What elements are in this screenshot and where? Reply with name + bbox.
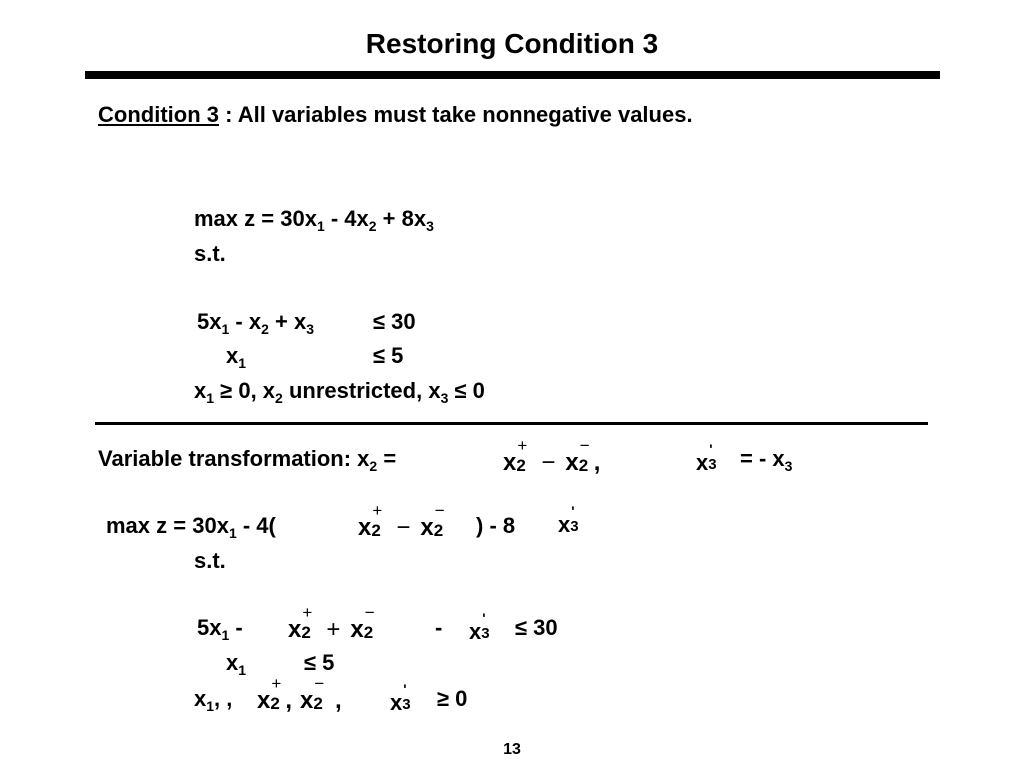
original-constraint-1 — [197, 309, 314, 337]
x2-split — [503, 436, 601, 476]
x2-plus — [371, 501, 386, 540]
obj-text: - 4x — [324, 206, 369, 231]
x2-minus — [433, 501, 449, 540]
condition-label: Condition 3 — [98, 102, 219, 127]
transformed-objective — [106, 513, 276, 541]
plus-superscript: + — [271, 674, 282, 693]
constraint-text: x — [226, 650, 239, 675]
obj-text: max z = 30x — [194, 206, 317, 231]
subscript: 3 — [306, 321, 314, 337]
x2-minus — [578, 436, 594, 475]
transformed-sign-start — [194, 686, 233, 714]
transformed-obj-tail: ) - 8 — [476, 513, 516, 538]
x3-prime — [402, 681, 414, 713]
transformation-text: Variable transformation: x — [98, 446, 370, 471]
transformation-text: = — [377, 446, 397, 471]
subscript: 3 — [708, 456, 717, 473]
subscript: 2 — [313, 694, 323, 713]
sign-text: ≥ 0, x — [214, 378, 276, 403]
constraint-text: 5x — [197, 615, 222, 640]
var-x: x — [358, 514, 372, 541]
obj-text: max z = 30x — [106, 513, 229, 538]
page-number: 13 — [503, 741, 521, 758]
sign-text: unrestricted, x — [282, 378, 441, 403]
x2-plus — [516, 436, 531, 475]
transformed-constraint-1 — [197, 615, 243, 643]
constraint-text: x — [226, 343, 239, 368]
original-constraint-2 — [226, 343, 247, 371]
subscript: 1 — [206, 698, 215, 714]
subscript: 3 — [481, 625, 490, 642]
subscript: 2 — [368, 218, 377, 234]
subscript: 2 — [578, 456, 589, 475]
x2-minus — [363, 603, 379, 642]
plus-superscript: + — [517, 436, 528, 455]
transformed-constraint-2 — [226, 650, 247, 678]
subscript: 3 — [784, 458, 793, 474]
minus-operator: − — [541, 449, 556, 476]
x3-prime — [570, 503, 582, 535]
transformation-text: = - x — [740, 446, 785, 471]
subscript: 1 — [206, 390, 215, 406]
x2-minus — [313, 674, 328, 713]
obj-text: + 8x — [376, 206, 427, 231]
subscript: 2 — [433, 521, 444, 540]
prime-mark: ' — [571, 503, 575, 519]
var-x: x — [503, 449, 517, 476]
var-x: x — [420, 514, 434, 541]
subscript: 2 — [369, 458, 378, 474]
transformed-obj-x3prime — [558, 503, 582, 537]
transformed-c1-minus: - — [435, 615, 443, 640]
sign-text: ≤ 0 — [448, 378, 485, 403]
title-divider — [85, 71, 940, 79]
comma: , — [593, 449, 601, 476]
x3-prime-definition — [696, 441, 720, 475]
subscript: 1 — [316, 218, 325, 234]
x3-prime — [481, 610, 493, 642]
condition-text: : All variables must take nonnegative values. — [218, 102, 693, 127]
transformed-obj-split — [358, 501, 449, 541]
transformed-c1-rhs: ≤ 30 — [515, 615, 558, 640]
sign-text: x — [194, 686, 207, 711]
x2-plus — [270, 674, 285, 713]
comma: , — [285, 687, 293, 714]
constraint-text: 5x — [197, 309, 222, 334]
subscript: 3 — [440, 390, 449, 406]
subscript: 1 — [221, 321, 230, 337]
var-x: x — [469, 619, 482, 644]
transformed-constraint-2-rhs: ≤ 5 — [304, 650, 335, 675]
slide-title: Restoring Condition 3 — [365, 28, 659, 59]
transformed-st: s.t. — [194, 548, 226, 573]
sign-text: , , — [214, 686, 233, 711]
prime-mark: ' — [482, 610, 486, 626]
subscript: 2 — [275, 390, 283, 406]
var-x: x — [558, 512, 571, 537]
original-st: s.t. — [194, 241, 226, 266]
var-x: x — [696, 450, 709, 475]
subscript: 3 — [570, 518, 579, 535]
subscript: 1 — [238, 662, 247, 678]
subscript: 2 — [270, 694, 280, 713]
var-x: x — [565, 449, 579, 476]
subscript: 2 — [261, 321, 269, 337]
transformation-label — [98, 446, 397, 474]
var-x: x — [390, 690, 403, 715]
constraint-text: + x — [268, 309, 307, 334]
subscript: 3 — [426, 218, 434, 234]
minus-operator: − — [396, 514, 411, 541]
sign-text: x — [194, 378, 207, 403]
transformed-c1-split — [288, 603, 379, 643]
subscript: 1 — [238, 355, 247, 371]
plus-superscript: + — [302, 603, 313, 622]
subscript: 2 — [371, 521, 381, 540]
prime-mark: ' — [709, 441, 713, 457]
condition-statement — [98, 104, 693, 126]
transformed-sign-rhs: ≥ 0 — [437, 686, 468, 711]
subscript: 2 — [516, 456, 526, 475]
subscript: 3 — [402, 696, 411, 713]
minus-superscript: − — [434, 501, 445, 520]
plus-operator: + — [326, 616, 341, 643]
prime-mark: ' — [403, 681, 407, 697]
var-x: x — [257, 687, 271, 714]
subscript: 1 — [228, 525, 237, 541]
constraint-text: - — [229, 615, 243, 640]
subscript: 2 — [363, 623, 374, 642]
minus-superscript: − — [314, 674, 325, 693]
var-x: x — [350, 616, 364, 643]
var-x: x — [300, 687, 314, 714]
subscript: 2 — [301, 623, 311, 642]
comma: , — [328, 687, 342, 714]
plus-superscript: + — [372, 501, 383, 520]
section-divider — [95, 422, 928, 425]
original-constraint-1-rhs: ≤ 30 — [373, 309, 416, 334]
original-objective — [194, 206, 434, 234]
transformed-sign-x3prime — [390, 681, 414, 715]
var-x: x — [288, 616, 302, 643]
x3-prime — [708, 441, 720, 473]
transformed-sign-split — [257, 674, 342, 714]
x2-plus — [301, 603, 316, 642]
original-constraint-2-rhs: ≤ 5 — [373, 343, 404, 368]
subscript: 1 — [221, 627, 230, 643]
minus-superscript: − — [364, 603, 375, 622]
obj-text: - 4( — [236, 513, 276, 538]
transformed-c1-x3prime — [469, 610, 493, 644]
x3-prime-rhs — [740, 446, 793, 474]
original-sign-constraints — [194, 378, 485, 406]
minus-superscript: − — [579, 436, 590, 455]
constraint-text: - x — [229, 309, 262, 334]
